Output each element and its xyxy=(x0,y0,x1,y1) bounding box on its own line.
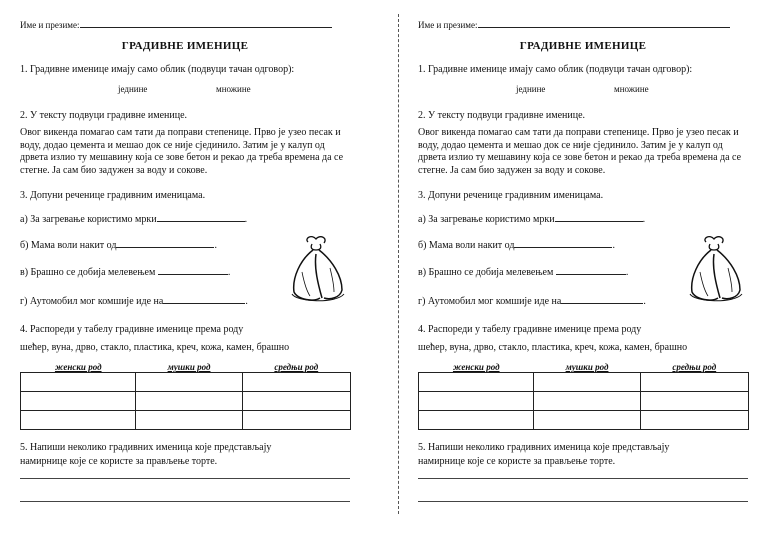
blank-d[interactable] xyxy=(561,303,643,304)
column-header-masculine: мушки род xyxy=(167,362,211,372)
flour-sack-icon xyxy=(684,232,748,304)
name-input-line[interactable] xyxy=(478,27,730,28)
option-singular[interactable]: једнине xyxy=(516,84,546,94)
column-header-masculine: мушки род xyxy=(565,362,609,372)
option-singular[interactable]: једнине xyxy=(118,84,148,94)
blank-c[interactable] xyxy=(158,274,228,275)
blank-c[interactable] xyxy=(556,274,626,275)
question-2-text: 2. У тексту подвуци градивне именице. xyxy=(20,110,188,121)
fill-blank-item-b: б) Мама воли накит од . xyxy=(418,240,615,251)
option-plural[interactable]: множине xyxy=(216,84,251,94)
table-cell[interactable] xyxy=(21,392,136,411)
table-cell[interactable] xyxy=(640,373,748,392)
gender-sort-table xyxy=(418,362,749,430)
question-5-line-1: 5. Напиши неколико градивних именица које представљају xyxy=(418,442,670,453)
blank-a[interactable] xyxy=(157,221,245,222)
worksheet-right xyxy=(418,0,768,543)
table-cell[interactable] xyxy=(534,392,640,411)
table-cell[interactable] xyxy=(242,392,350,411)
blank-b[interactable] xyxy=(116,247,214,248)
table-row xyxy=(419,392,749,411)
question-3-text: 3. Допуни реченице градивним именицама. xyxy=(20,190,206,201)
table-row xyxy=(419,411,749,430)
fill-blank-item-c: в) Брашно се добија мелевењем . xyxy=(20,267,231,278)
answer-line[interactable] xyxy=(418,478,748,479)
fill-blank-item-b: б) Мама воли накит од . xyxy=(20,240,217,251)
table-row xyxy=(21,373,351,392)
cut-line-divider xyxy=(398,14,399,514)
table-cell[interactable] xyxy=(242,411,350,430)
name-field-label: Име и презиме: xyxy=(418,20,730,30)
table-cell[interactable] xyxy=(21,373,136,392)
question-5-line-1: 5. Напиши неколико градивних именица које представљају xyxy=(20,442,272,453)
table-row xyxy=(21,411,351,430)
option-plural[interactable]: множине xyxy=(614,84,649,94)
table-cell[interactable] xyxy=(136,392,242,411)
question-5-line-2: намирнице које се користе за прављење торте. xyxy=(20,456,218,467)
blank-a[interactable] xyxy=(555,221,643,222)
question-3-text: 3. Допуни реченице градивним именицама. xyxy=(418,190,604,201)
worksheet-left xyxy=(20,0,380,543)
question-4-word-list: шећер, вуна, дрво, стакло, пластика, креч, кожа, камен, брашно xyxy=(20,342,290,353)
question-1-text: 1. Градивне именице имају само облик (подвуци тачан одговор): xyxy=(20,64,295,75)
question-2-paragraph[interactable]: Овог викенда помагао сам тати да поправи степенице. Прво је узео песак и воду, додао цемента и мешао док се није сјединило. Затим је у калуп од дрвета излио ту мешавину која се зове бетон и рекао да треба времена да се стегне. Ја сам био задужен за воду и сокове. xyxy=(20,127,344,176)
answer-line[interactable] xyxy=(418,501,748,502)
column-header-neuter: средњи род xyxy=(274,362,319,372)
question-5-line-2: намирнице које се користе за прављење торте. xyxy=(418,456,616,467)
table-cell[interactable] xyxy=(534,411,640,430)
fill-blank-item-a: а) За загревање користимо мрки . xyxy=(418,214,646,225)
column-header-feminine: женски род xyxy=(54,362,102,372)
blank-b[interactable] xyxy=(514,247,612,248)
fill-blank-item-c: в) Брашно се добија мелевењем . xyxy=(418,267,629,278)
table-cell[interactable] xyxy=(136,373,242,392)
blank-d[interactable] xyxy=(163,303,245,304)
question-2-paragraph[interactable]: Овог викенда помагао сам тати да поправи степенице. Прво је узео песак и воду, додао цемента и мешао док се није сјединило. Затим је у калуп од дрвета излио ту мешавину која се зове бетон и рекао да треба времена да се стегне. Ја сам био задужен за воду и сокове. xyxy=(418,127,742,176)
table-cell[interactable] xyxy=(419,411,534,430)
column-header-feminine: женски род xyxy=(452,362,500,372)
table-cell[interactable] xyxy=(419,392,534,411)
table-cell[interactable] xyxy=(136,411,242,430)
table-cell[interactable] xyxy=(640,392,748,411)
flour-sack-icon xyxy=(286,232,350,304)
question-4-text: 4. Распореди у табелу градивне именице према роду xyxy=(418,324,642,335)
answer-line[interactable] xyxy=(20,478,350,479)
answer-line[interactable] xyxy=(20,501,350,502)
gender-sort-table xyxy=(20,362,351,430)
table-row xyxy=(419,373,749,392)
question-2-text: 2. У тексту подвуци градивне именице. xyxy=(418,110,586,121)
table-cell[interactable] xyxy=(640,411,748,430)
fill-blank-item-d: г) Аутомобил мог комшије иде на . xyxy=(418,296,646,307)
worksheet-title: ГРАДИВНЕ ИМЕНИЦЕ xyxy=(519,40,647,52)
name-input-line[interactable] xyxy=(80,27,332,28)
question-4-word-list: шећер, вуна, дрво, стакло, пластика, креч, кожа, камен, брашно xyxy=(418,342,688,353)
question-1-text: 1. Градивне именице имају само облик (подвуци тачан одговор): xyxy=(418,64,693,75)
table-cell[interactable] xyxy=(21,411,136,430)
question-4-text: 4. Распореди у табелу градивне именице према роду xyxy=(20,324,244,335)
table-cell[interactable] xyxy=(242,373,350,392)
table-cell[interactable] xyxy=(534,373,640,392)
fill-blank-item-d: г) Аутомобил мог комшије иде на . xyxy=(20,296,248,307)
worksheet-title: ГРАДИВНЕ ИМЕНИЦЕ xyxy=(121,40,249,52)
table-row xyxy=(21,392,351,411)
name-field-label: Име и презиме: xyxy=(20,20,332,30)
fill-blank-item-a: а) За загревање користимо мрки . xyxy=(20,214,248,225)
table-cell[interactable] xyxy=(419,373,534,392)
column-header-neuter: средњи род xyxy=(672,362,717,372)
